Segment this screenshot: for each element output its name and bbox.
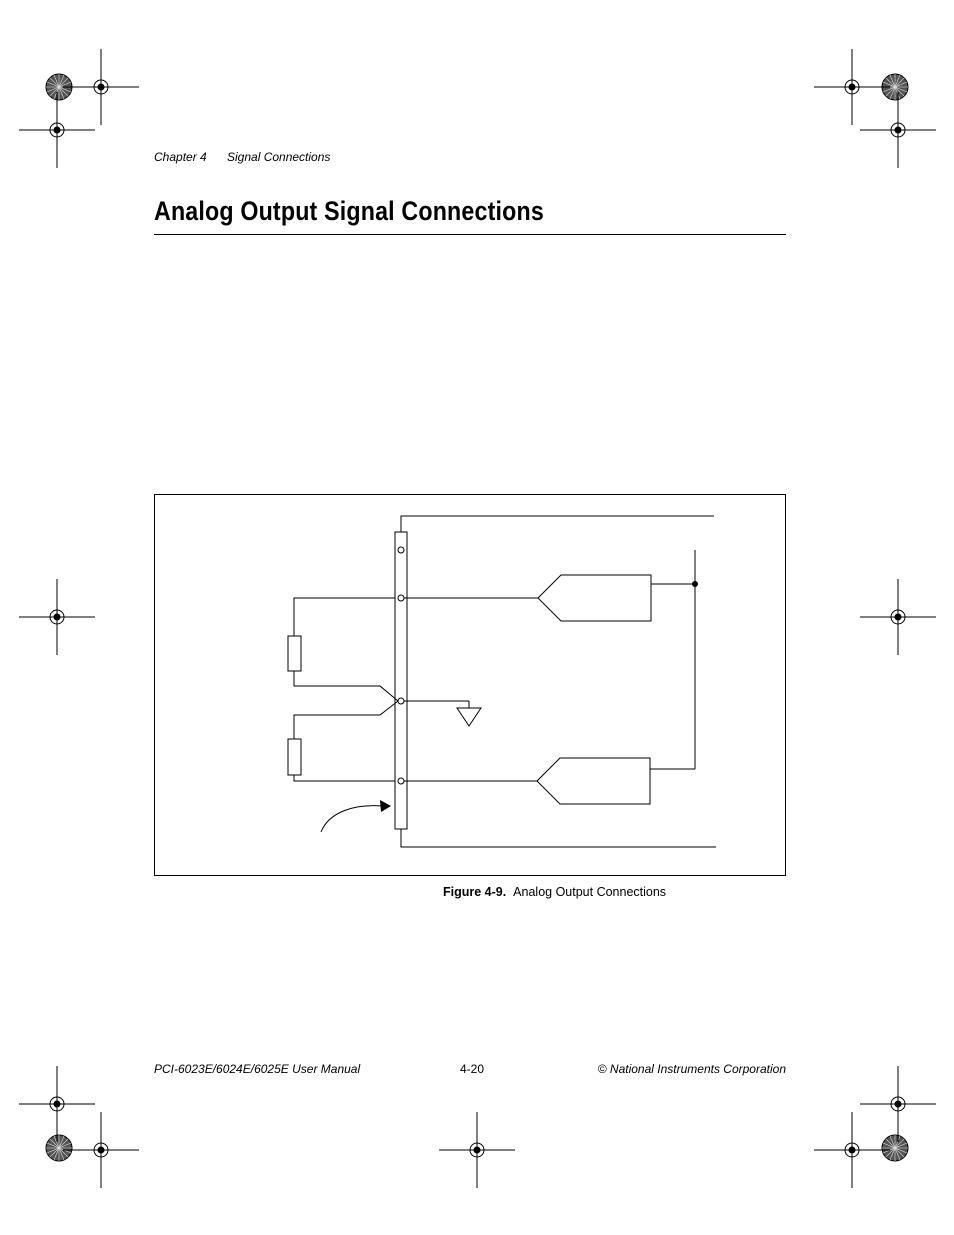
registration-mark-mid-left (19, 579, 95, 655)
analog-output-diagram (154, 494, 786, 876)
figure-caption (443, 885, 666, 899)
output-buffer-0 (538, 575, 651, 621)
page-title: Analog Output Signal Connections (154, 196, 544, 226)
board-top-line (401, 516, 714, 532)
header-section: Signal Connections (227, 150, 331, 164)
board-bottom-line (401, 829, 716, 847)
figure-number: Figure 4-9. (443, 885, 507, 899)
ground-symbol (457, 708, 481, 726)
terminal-ground (398, 698, 404, 704)
load-resistor-0 (288, 636, 301, 671)
arrow-head (380, 800, 391, 812)
terminal-dac0 (398, 595, 404, 601)
footer-copyright: © National Instruments Corporation (597, 1062, 786, 1076)
registration-mark-top-left (19, 49, 139, 168)
registration-mark-bottom-left (19, 1066, 139, 1188)
terminal-top (398, 547, 404, 553)
terminal-dac1 (398, 778, 404, 784)
reference-junction-dot (692, 581, 698, 587)
title-rule (154, 234, 786, 235)
footer-page-number: 4-20 (460, 1062, 485, 1076)
registration-mark-mid-right (860, 579, 936, 655)
registration-mark-bottom-center (439, 1112, 515, 1188)
registration-mark-top-right (814, 49, 936, 168)
header-chapter: Chapter 4 (154, 150, 207, 164)
figure-caption-text: Analog Output Connections (513, 885, 667, 899)
connector-pointer-arrow (321, 806, 382, 832)
load-resistor-1 (288, 739, 301, 775)
output-buffer-1 (537, 758, 650, 804)
registration-mark-bottom-right (814, 1066, 936, 1188)
footer-manual-title: PCI-6023E/6024E/6025E User Manual (154, 1062, 361, 1076)
